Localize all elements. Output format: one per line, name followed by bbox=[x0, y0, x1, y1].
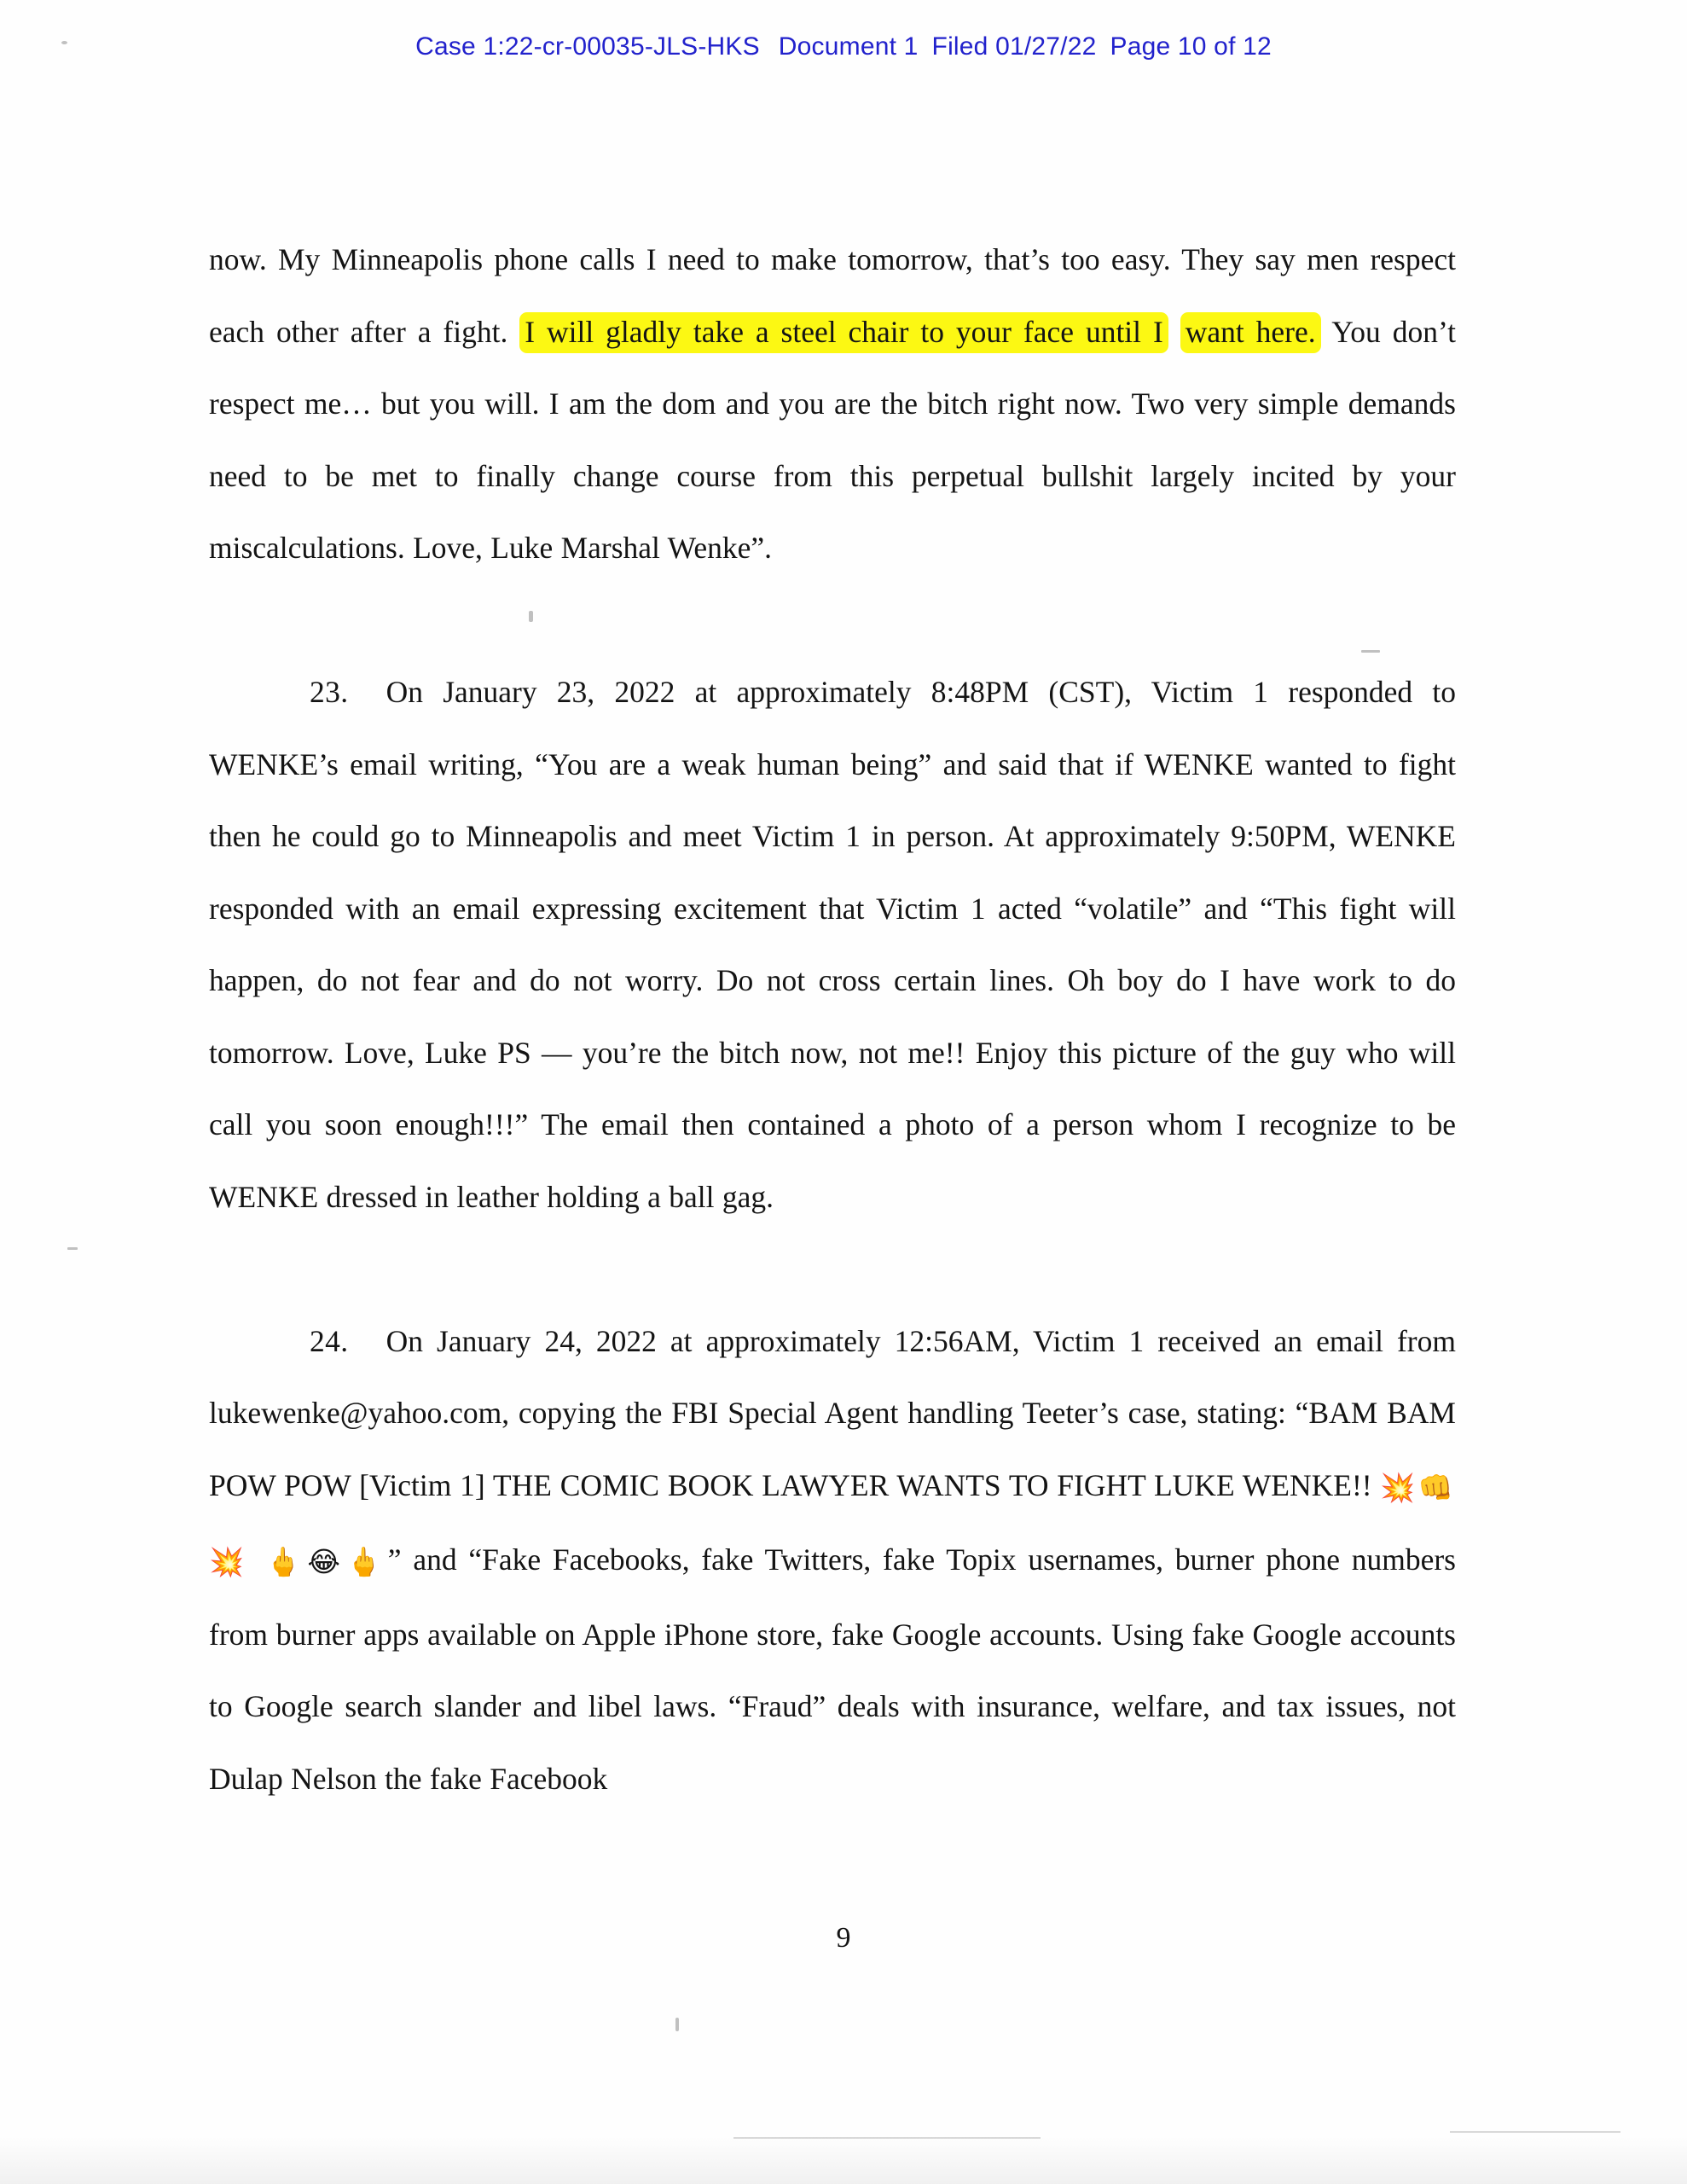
paragraph-continuation bbox=[209, 224, 1456, 584]
highlighted-text-line2: want here. bbox=[1180, 312, 1321, 353]
paragraph-23 bbox=[209, 656, 1456, 1233]
scan-artifact bbox=[1450, 2131, 1620, 2133]
ecf-document-number: Document 1 bbox=[778, 32, 919, 61]
scan-shadow-band bbox=[0, 2136, 1687, 2184]
paragraph-spacer bbox=[209, 1233, 1456, 1305]
scan-artifact bbox=[61, 41, 67, 44]
paragraph-spacer bbox=[209, 584, 1456, 657]
middle-finger-laughing-face-emoji: 🖕😂🖕 bbox=[262, 1545, 388, 1578]
scan-artifact bbox=[675, 2018, 679, 2031]
ecf-page-label: Page 10 of 12 bbox=[1110, 32, 1272, 61]
paragraph-23-number: 23. bbox=[310, 675, 349, 709]
highlighted-text-line1: I will gladly take a steel chair to your face until I bbox=[519, 312, 1168, 353]
document-body bbox=[209, 224, 1456, 1815]
paragraph-text-before-highlight: now. My Minneapolis phone calls I need to make tomorrow, that’s too easy. They say men respect each other after a fight. bbox=[209, 242, 1456, 349]
page-number: 9 bbox=[836, 1922, 851, 1954]
ecf-header-stamp bbox=[0, 32, 1687, 61]
paragraph-23-text: On January 23, 2022 at approximately 8:48PM (CST), Victim 1 responded to WENKE’s email writing, “You are a weak human being” and said that if WENKE wanted to fight then he could go to Minneapolis and meet Victim 1 in person. At approximately 9:50PM, WENKE responded with an email expressing excitement that Victim 1 acted “volatile” and “This fight will happen, do not fear and do not worry. Do not cross certain lines. Oh boy do I have work to do tomorrow. Love, Luke PS — you’re the bitch now, not me!! Enjoy this picture of the guy who will call you soon enough!!!” The email then contained a photo of a person whom I recognize to be WENKE dressed in leather holding a ball gag. bbox=[209, 675, 1456, 1214]
ecf-case-number: Case 1:22-cr-00035-JLS-HKS bbox=[415, 32, 760, 61]
paragraph-24 bbox=[209, 1305, 1456, 1815]
scan-artifact bbox=[67, 1247, 78, 1250]
ecf-filed-date: Filed 01/27/22 bbox=[931, 32, 1097, 61]
collision-fist-collision-emoji: 💥👊💥 bbox=[209, 1470, 1456, 1578]
paragraph-text-after-highlight: You don’t respect me… but you will. I am the dom and you are the bitch right now. Two very simple demands need to be met to finally change course from this perpetual bullshit largely incited by your miscalculations. Love, Luke Marshal Wenke”. bbox=[209, 314, 1456, 565]
paragraph-24-text-part1: On January 24, 2022 at approximately 12:56AM, Victim 1 received an email from lukewenke@yahoo.com, copying the FBI Special Agent handling Teeter’s case, stating: “BAM BAM POW POW [Victim 1] THE COMIC BOOK LAWYER WANTS TO FIGHT LUKE WENKE!! bbox=[209, 1323, 1456, 1502]
paragraph-24-number: 24. bbox=[310, 1323, 349, 1358]
paragraph-24-text-part2: ” and “Fake Facebooks, fake Twitters, fake Topix usernames, burner phone numbers from burner apps available on Apple iPhone store, fake Google accounts. Using fake Google accounts to Google search slander and libel laws. “Fraud” deals with insurance, welfare, and tax issues, not Dulap Nelson the fake Facebook bbox=[209, 1542, 1456, 1796]
